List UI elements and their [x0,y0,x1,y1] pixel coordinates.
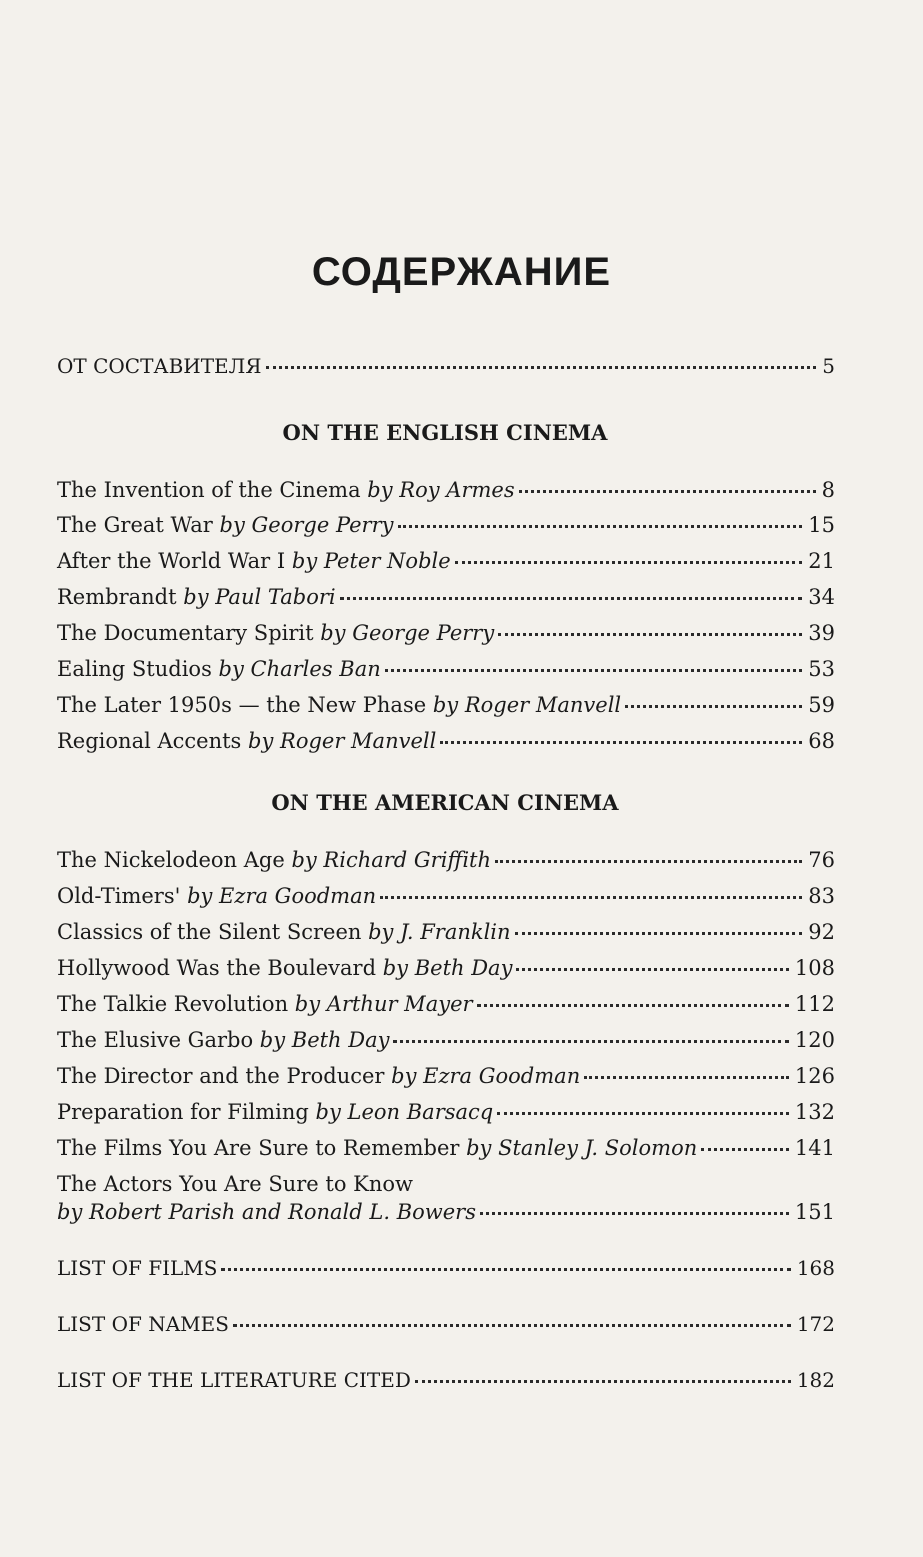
toc-entry-preface[interactable] [57,351,835,381]
toc-entry[interactable]: After the World War I by Peter Noble 21 [57,546,835,576]
dot-leader [398,525,803,528]
toc-page-number: 5 [822,354,835,378]
dot-leader [584,1076,789,1079]
toc-entry[interactable]: Ealing Studios by Charles Ban 53 [57,654,835,684]
toc-entry[interactable]: Hollywood Was the Boulevard by Beth Day 108 [57,953,835,983]
toc-page-number: 8 [821,478,835,502]
toc-page-number: 39 [808,621,835,645]
toc-page-number: 132 [794,1100,835,1124]
toc-entry[interactable]: The Films You Are Sure to Remember by Stanley J. Solomon 141 [57,1133,835,1163]
dot-leader [455,561,803,564]
dot-leader [497,1112,789,1115]
toc-entry[interactable]: Rembrandt by Paul Tabori 34 [57,582,835,612]
toc-entry[interactable]: The Director and the Producer by Ezra Goodman 126 [57,1061,835,1091]
dot-leader [440,741,802,744]
toc-page-number: 112 [794,992,835,1016]
dot-leader [233,1324,791,1327]
toc-page-number: 21 [808,549,835,573]
dot-leader [515,932,803,935]
toc-entry[interactable]: The Later 1950s — the New Phase by Roger Manvell 59 [57,690,835,720]
toc-entry[interactable]: Preparation for Filming by Leon Barsacq 132 [57,1097,835,1127]
dot-leader [380,896,802,899]
toc-page-number: 126 [794,1064,835,1088]
dot-leader [495,860,802,863]
toc-entry-literature-cited[interactable]: LIST OF THE LITERATURE CITED 182 [57,1365,835,1395]
dot-leader [498,633,802,636]
toc-page-number: 120 [794,1028,835,1052]
toc-entry-list-of-films[interactable]: LIST OF FILMS 168 [57,1253,835,1283]
toc-entry-label: ОТ СОСТАВИТЕЛЯ [57,354,262,378]
toc-page-number: 151 [794,1200,835,1224]
toc-entry[interactable]: The Elusive Garbo by Beth Day 120 [57,1025,835,1055]
toc-entry[interactable]: Regional Accents by Roger Manvell 68 [57,726,835,756]
toc-page-number: 34 [808,585,835,609]
toc-page-number: 141 [794,1136,835,1160]
dot-leader [625,705,802,708]
section-heading-american: ON THE AMERICAN CINEMA [271,790,619,815]
toc-page-number: 15 [808,513,835,537]
toc-page-number: 83 [808,884,835,908]
toc-entry[interactable]: Old-Timers' by Ezra Goodman 83 [57,881,835,911]
toc-entry-continuation[interactable]: by Robert Parish and Ronald L. Bowers 151 [57,1197,835,1227]
toc-page-number: 172 [796,1312,835,1336]
toc-page-number: 92 [808,920,835,944]
page-title: СОДЕРЖАНИЕ [311,250,612,294]
dot-leader [701,1148,789,1151]
toc-entry[interactable]: The Nickelodeon Age by Richard Griffith 76 [57,845,835,875]
dot-leader [266,366,817,369]
toc-entry[interactable]: The Invention of the Cinema by Roy Armes 8 [57,475,835,505]
toc-page-number: 182 [796,1368,835,1392]
toc-entry[interactable]: The Talkie Revolution by Arthur Mayer 112 [57,989,835,1019]
toc-page-number: 59 [808,693,835,717]
dot-leader [221,1268,790,1271]
dot-leader [516,968,788,971]
section-heading-english: ON THE ENGLISH CINEMA [282,420,608,445]
dot-leader [519,490,816,493]
toc-entry[interactable]: The Great War by George Perry 15 [57,510,835,540]
toc-entry-list-of-names[interactable]: LIST OF NAMES 172 [57,1309,835,1339]
dot-leader [393,1040,788,1043]
toc-page-number: 168 [796,1256,835,1280]
dot-leader [415,1380,791,1383]
dot-leader [480,1212,789,1215]
dot-leader [340,597,803,600]
toc-page-number: 53 [808,657,835,681]
toc-page-number: 68 [808,729,835,753]
toc-entry[interactable]: Classics of the Silent Screen by J. Franklin 92 [57,917,835,947]
toc-entry[interactable]: The Documentary Spirit by George Perry 39 [57,618,835,648]
dot-leader [477,1004,789,1007]
toc-entry-two-line[interactable]: The Actors You Are Sure to Know [57,1172,413,1196]
dot-leader [385,669,803,672]
toc-page-number: 76 [808,848,835,872]
toc-page-number: 108 [794,956,835,980]
